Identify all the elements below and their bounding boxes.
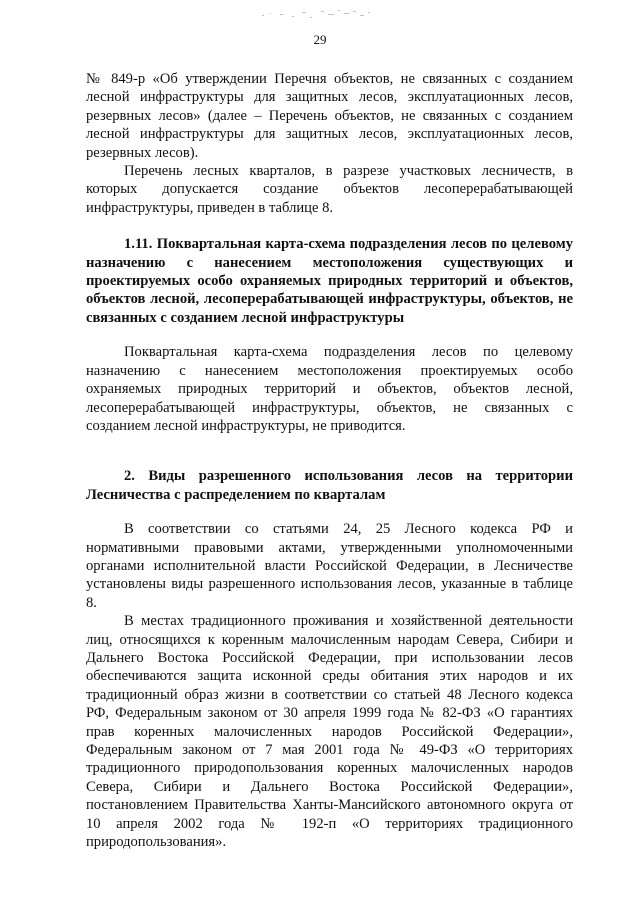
section-heading-1-11: 1.11. Поквартальная карта-схема подразделения лесов по целевому назначению с нанесением местоположения существующих и проектируемых особо охраняемых природных территорий и объектов, объектов лесной, лесоперерабатывающей инфраструктуры, объектов, не связанных с созданием лесной инфраструктуры — [86, 236, 573, 326]
paragraph-indigenous-peoples: В местах традиционного проживания и хозяйственной деятельности лиц, относящихся к коренным малочисленным народам Севера, Сибири и Дальнего Востока Российской Федерации, при использовании лесов обеспечиваются защита исконной среды обитания этих народов и их традиционный образ жизни в соответствии со статьей 48 Лесного кодекса РФ, Федеральным законом от 30 апреля 1999 года № 82-ФЗ «О гарантиях прав коренных малочисленных народов Российской Федерации», Федеральным законом от 7 мая 2001 года № 49-ФЗ «О территориях традиционного природопользования коренных малочисленных народов Севера, Сибири и Дальнего Востока Российской Федерации», постановлением Правительства Ханты-Мансийского автономного округа от 10 апреля 2002 года № 192-п «О территориях традиционного природопользования». — [86, 613, 573, 851]
document-body — [86, 70, 573, 851]
page-number: 29 — [313, 32, 327, 47]
paragraph-continuation: № 849-р «Об утверждении Перечня объектов, не связанных с созданием лесной инфраструктуры для защитных лесов, эксплуатационных лесов, резервных лесов» (далее – Перечень объектов, не связанных с созданием лесной инфраструктуры для защитных лесов, эксплуатационных лесов, резервных лесов). — [86, 71, 573, 161]
scan-artifact — [258, 6, 378, 20]
paragraph-permitted-uses: В соответствии со статьями 24, 25 Лесного кодекса РФ и нормативными правовыми актами, утвержденными уполномоченными органами исполнительной власти Российской Федерации, в Лесничестве установлены виды разрешенного использования лесов, указанные в таблице 8. — [86, 521, 573, 611]
paragraph-quarters-list: Перечень лесных кварталов, в разрезе участковых лесничеств, в которых допускается создание объектов лесоперерабатывающей инфраструктуры, приведен в таблице 8. — [86, 163, 573, 216]
section-heading-2: 2. Виды разрешенного использования лесов на территории Лесничества с распределением по кварталам — [86, 468, 573, 503]
paragraph-map-scheme: Поквартальная карта-схема подразделения лесов по целевому назначению с нанесением местоположения проектируемых особо охраняемых природных территорий и объектов, объектов лесной, лесоперерабатывающей инфраструктуры, объектов, не связанных с созданием лесной инфраструктуры, не приводится. — [86, 344, 573, 434]
